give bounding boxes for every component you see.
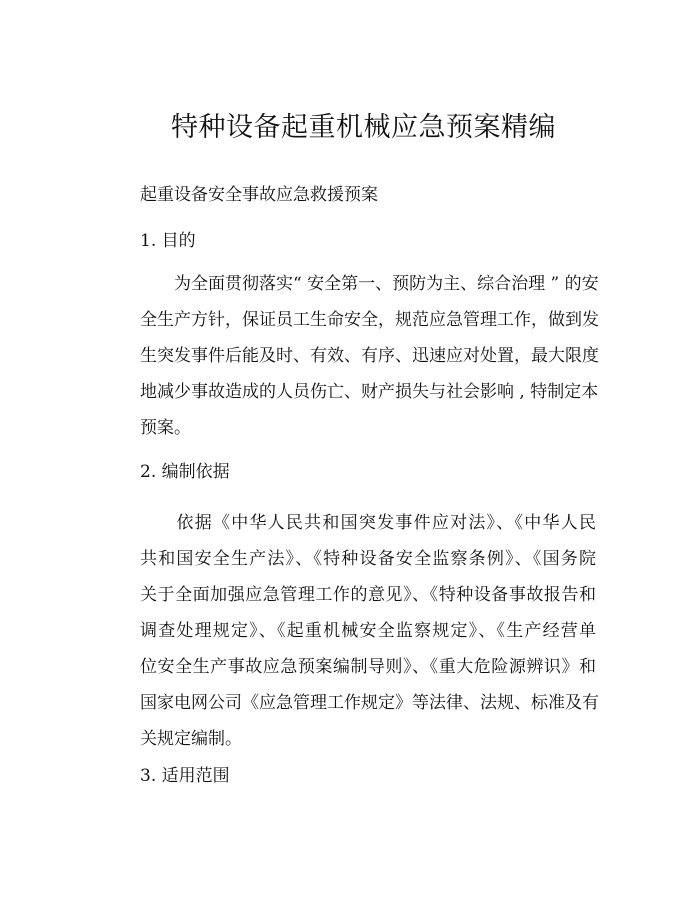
paragraph-line: 预案。	[140, 418, 191, 438]
paragraph-line: 共和国安全生产法》、《特种设备安全监察条例》、《国务院	[140, 549, 596, 569]
paragraph-line: 为全面贯彻落实“ 安全第一、预防为主、综合治理 ” 的安	[140, 274, 599, 294]
paragraph-line: 全生产方针，保证员工生命安全，规范应急管理工作，做到发	[140, 310, 599, 330]
document-title: 特种设备起重机械应急预案精编	[171, 112, 556, 143]
paragraph-line: 国家电网公司《应急管理工作规定》等法律、法规、标准及有	[140, 693, 599, 713]
paragraph-line: 依据《中华人民共和国突发事件应对法》、《中华人民	[140, 513, 596, 533]
section-heading-purpose: 1. 目的	[140, 231, 196, 251]
document-subtitle: 起重设备安全事故应急救援预案	[140, 185, 378, 205]
paragraph-line: 生突发事件后能及时、有效、有序、迅速应对处置，最大限度	[140, 346, 599, 366]
section-heading-basis: 2. 编制依据	[140, 462, 230, 482]
paragraph-line: 地减少事故造成的人员伤亡、财产损失与社会影响 , 特制定本	[140, 382, 599, 402]
section-heading-scope: 3. 适用范围	[140, 766, 230, 786]
paragraph-line: 关于全面加强应急管理工作的意见》、《特种设备事故报告和	[140, 585, 596, 605]
paragraph-line: 位安全生产事故应急预案编制导则》、《重大危险源辨识》和	[140, 657, 596, 677]
paragraph-line: 关规定编制。	[140, 729, 242, 749]
section-body-purpose	[140, 266, 599, 446]
paragraph-line: 调查处理规定》、《起重机械安全监察规定》、《生产经营单	[140, 621, 596, 641]
section-body-basis	[140, 505, 599, 757]
